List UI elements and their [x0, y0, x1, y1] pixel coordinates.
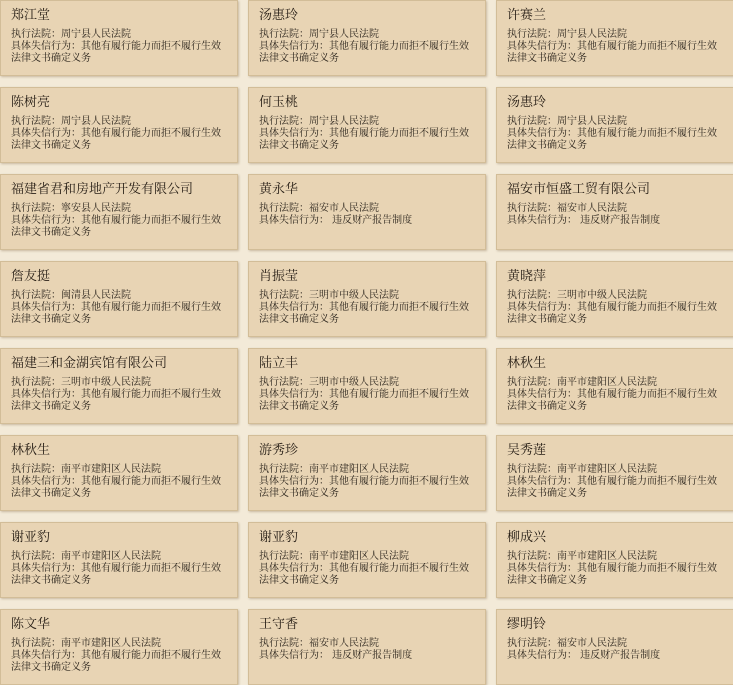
behavior-line [11, 476, 227, 500]
record-card[interactable] [0, 609, 238, 685]
behavior-value: 其他有履行能力而拒不履行生效法律文书确定义务 [11, 41, 221, 64]
behavior-line [507, 128, 723, 152]
court-label: 执行法院： [11, 638, 61, 649]
court-label: 执行法院： [507, 638, 557, 649]
behavior-line [259, 389, 475, 413]
behavior-value: 其他有履行能力而拒不履行生效法律文书确定义务 [11, 302, 221, 325]
behavior-line [259, 41, 475, 65]
court-line [507, 377, 723, 389]
court-label: 执行法院： [11, 116, 61, 127]
court-label: 执行法院： [259, 377, 309, 388]
record-name[interactable]: 谢亚豹 [259, 530, 299, 545]
court-value: 三明市中级人民法院 [309, 290, 399, 301]
record-card[interactable] [248, 609, 486, 685]
court-line [259, 551, 475, 563]
court-label: 执行法院： [259, 290, 309, 301]
behavior-value: 其他有履行能力而拒不履行生效法律文书确定义务 [507, 563, 717, 586]
behavior-line [507, 476, 723, 500]
behavior-line [507, 563, 723, 587]
record-name[interactable]: 福安市恒盛工贸有限公司 [507, 182, 651, 197]
behavior-value: 其他有履行能力而拒不履行生效法律文书确定义务 [11, 650, 221, 673]
behavior-value: 其他有履行能力而拒不履行生效法律文书确定义务 [11, 128, 221, 151]
court-line [259, 290, 475, 302]
behavior-label: 具体失信行为： [259, 650, 329, 661]
record-card[interactable] [0, 435, 238, 511]
record-card[interactable] [496, 348, 733, 424]
behavior-label: 具体失信行为： [259, 389, 329, 400]
record-card[interactable] [0, 0, 238, 76]
court-value: 南平市建阳区人民法院 [557, 464, 657, 475]
court-label: 执行法院： [507, 377, 557, 388]
court-label: 执行法院： [507, 116, 557, 127]
record-card[interactable] [496, 87, 733, 163]
record-name[interactable]: 汤惠玲 [259, 8, 299, 23]
behavior-label: 具体失信行为： [11, 650, 81, 661]
record-card[interactable] [248, 261, 486, 337]
record-card[interactable] [248, 522, 486, 598]
record-card[interactable] [496, 609, 733, 685]
record-name[interactable]: 何玉桃 [259, 95, 299, 110]
court-value: 闽清县人民法院 [61, 290, 131, 301]
court-line [507, 203, 723, 215]
court-label: 执行法院： [11, 464, 61, 475]
record-name[interactable]: 陈树亮 [11, 95, 51, 110]
court-value: 三明市中级人民法院 [61, 377, 151, 388]
record-card[interactable] [0, 348, 238, 424]
record-name[interactable]: 黄晓萍 [507, 269, 547, 284]
behavior-label: 具体失信行为： [507, 650, 577, 661]
behavior-label: 具体失信行为： [11, 41, 81, 52]
behavior-label: 具体失信行为： [259, 302, 329, 313]
record-card[interactable] [496, 435, 733, 511]
record-name[interactable]: 陆立丰 [259, 356, 299, 371]
court-label: 执行法院： [507, 290, 557, 301]
behavior-label: 具体失信行为： [259, 476, 329, 487]
court-line [507, 29, 723, 41]
record-name[interactable]: 王守香 [259, 617, 299, 632]
court-label: 执行法院： [507, 464, 557, 475]
behavior-value: 违反财产报告制度 [329, 215, 413, 226]
record-card[interactable] [0, 87, 238, 163]
behavior-label: 具体失信行为： [259, 215, 329, 226]
court-line [259, 116, 475, 128]
behavior-line [11, 41, 227, 65]
court-value: 周宁县人民法院 [557, 116, 627, 127]
behavior-value: 其他有履行能力而拒不履行生效法律文书确定义务 [507, 41, 717, 64]
court-label: 执行法院： [11, 203, 61, 214]
behavior-value: 其他有履行能力而拒不履行生效法律文书确定义务 [259, 41, 469, 64]
behavior-value: 其他有履行能力而拒不履行生效法律文书确定义务 [259, 563, 469, 586]
court-value: 三明市中级人民法院 [309, 377, 399, 388]
court-line [11, 638, 227, 650]
court-value: 福安市人民法院 [309, 203, 379, 214]
behavior-line [507, 41, 723, 65]
behavior-line [11, 650, 227, 674]
behavior-line [507, 650, 723, 662]
court-line [507, 116, 723, 128]
record-name[interactable]: 詹友挺 [11, 269, 51, 284]
behavior-line [259, 128, 475, 152]
court-value: 福安市人民法院 [557, 203, 627, 214]
record-card[interactable] [248, 435, 486, 511]
court-label: 执行法院： [259, 551, 309, 562]
behavior-label: 具体失信行为： [507, 41, 577, 52]
court-line [11, 29, 227, 41]
court-line [11, 551, 227, 563]
court-label: 执行法院： [11, 377, 61, 388]
record-card[interactable] [248, 174, 486, 250]
court-value: 福安市人民法院 [557, 638, 627, 649]
behavior-label: 具体失信行为： [11, 215, 81, 226]
behavior-value: 违反财产报告制度 [577, 650, 661, 661]
court-line [11, 377, 227, 389]
court-line [11, 290, 227, 302]
behavior-line [259, 476, 475, 500]
record-card[interactable] [0, 174, 238, 250]
court-label: 执行法院： [507, 203, 557, 214]
court-label: 执行法院： [507, 551, 557, 562]
behavior-label: 具体失信行为： [507, 563, 577, 574]
record-card[interactable] [496, 261, 733, 337]
record-name[interactable]: 柳成兴 [507, 530, 547, 545]
court-value: 南平市建阳区人民法院 [61, 638, 161, 649]
behavior-value: 其他有履行能力而拒不履行生效法律文书确定义务 [507, 389, 717, 412]
behavior-line [11, 128, 227, 152]
court-line [259, 203, 475, 215]
court-value: 寧安县人民法院 [61, 203, 131, 214]
court-line [507, 638, 723, 650]
behavior-label: 具体失信行为： [259, 41, 329, 52]
behavior-value: 违反财产报告制度 [577, 215, 661, 226]
record-card[interactable] [0, 522, 238, 598]
court-line [259, 29, 475, 41]
court-label: 执行法院： [507, 29, 557, 40]
record-name[interactable]: 许赛兰 [507, 8, 547, 23]
record-name[interactable]: 林秋生 [11, 443, 51, 458]
court-value: 南平市建阳区人民法院 [61, 464, 161, 475]
court-label: 执行法院： [259, 29, 309, 40]
court-value: 南平市建阳区人民法院 [309, 551, 409, 562]
behavior-label: 具体失信行为： [11, 128, 81, 139]
behavior-label: 具体失信行为： [507, 389, 577, 400]
behavior-value: 其他有履行能力而拒不履行生效法律文书确定义务 [507, 128, 717, 151]
record-card[interactable] [0, 261, 238, 337]
court-value: 周宁县人民法院 [309, 116, 379, 127]
court-line [507, 551, 723, 563]
record-name[interactable]: 谢亚豹 [11, 530, 51, 545]
court-label: 执行法院： [11, 551, 61, 562]
behavior-value: 其他有履行能力而拒不履行生效法律文书确定义务 [11, 389, 221, 412]
record-name[interactable]: 缪明铃 [507, 617, 547, 632]
behavior-value: 其他有履行能力而拒不履行生效法律文书确定义务 [507, 476, 717, 499]
record-name[interactable]: 吴秀莲 [507, 443, 547, 458]
behavior-label: 具体失信行为： [11, 563, 81, 574]
behavior-line [259, 650, 475, 662]
court-label: 执行法院： [259, 638, 309, 649]
record-card[interactable] [248, 348, 486, 424]
court-value: 南平市建阳区人民法院 [557, 377, 657, 388]
record-name[interactable]: 汤惠玲 [507, 95, 547, 110]
court-value: 福安市人民法院 [309, 638, 379, 649]
court-value: 周宁县人民法院 [309, 29, 379, 40]
court-label: 执行法院： [259, 464, 309, 475]
record-card[interactable] [248, 87, 486, 163]
court-value: 南平市建阳区人民法院 [61, 551, 161, 562]
court-label: 执行法院： [259, 116, 309, 127]
behavior-label: 具体失信行为： [259, 128, 329, 139]
behavior-label: 具体失信行为： [507, 302, 577, 313]
court-value: 南平市建阳区人民法院 [309, 464, 409, 475]
record-card[interactable] [496, 174, 733, 250]
record-name[interactable]: 肖振莹 [259, 269, 299, 284]
behavior-line [11, 215, 227, 239]
court-line [11, 464, 227, 476]
behavior-value: 违反财产报告制度 [329, 650, 413, 661]
court-value: 周宁县人民法院 [557, 29, 627, 40]
behavior-line [259, 563, 475, 587]
court-line [507, 290, 723, 302]
court-value: 三明市中级人民法院 [557, 290, 647, 301]
behavior-label: 具体失信行为： [11, 302, 81, 313]
record-name[interactable]: 郑江堂 [11, 8, 51, 23]
record-name[interactable]: 陈文华 [11, 617, 51, 632]
behavior-value: 其他有履行能力而拒不履行生效法律文书确定义务 [259, 302, 469, 325]
court-line [11, 116, 227, 128]
court-value: 周宁县人民法院 [61, 116, 131, 127]
behavior-line [507, 215, 723, 227]
court-value: 周宁县人民法院 [61, 29, 131, 40]
court-line [507, 464, 723, 476]
record-name[interactable]: 福建三和金湖宾馆有限公司 [11, 356, 168, 371]
record-card[interactable] [496, 0, 733, 76]
behavior-label: 具体失信行为： [11, 476, 81, 487]
behavior-label: 具体失信行为： [11, 389, 81, 400]
record-card[interactable] [496, 522, 733, 598]
behavior-line [11, 389, 227, 413]
behavior-value: 其他有履行能力而拒不履行生效法律文书确定义务 [507, 302, 717, 325]
behavior-line [259, 215, 475, 227]
behavior-line [259, 302, 475, 326]
behavior-line [507, 302, 723, 326]
court-value: 南平市建阳区人民法院 [557, 551, 657, 562]
record-name[interactable]: 黄永华 [259, 182, 299, 197]
behavior-label: 具体失信行为： [507, 476, 577, 487]
record-name[interactable]: 游秀珍 [259, 443, 299, 458]
behavior-value: 其他有履行能力而拒不履行生效法律文书确定义务 [11, 215, 221, 238]
behavior-line [507, 389, 723, 413]
court-line [259, 377, 475, 389]
behavior-label: 具体失信行为： [507, 128, 577, 139]
court-label: 执行法院： [11, 29, 61, 40]
court-line [259, 638, 475, 650]
behavior-value: 其他有履行能力而拒不履行生效法律文书确定义务 [11, 476, 221, 499]
record-name[interactable]: 福建省君和房地产开发有限公司 [11, 182, 194, 197]
behavior-value: 其他有履行能力而拒不履行生效法律文书确定义务 [259, 476, 469, 499]
behavior-label: 具体失信行为： [507, 215, 577, 226]
court-label: 执行法院： [11, 290, 61, 301]
court-label: 执行法院： [259, 203, 309, 214]
behavior-line [11, 563, 227, 587]
behavior-label: 具体失信行为： [259, 563, 329, 574]
record-name[interactable]: 林秋生 [507, 356, 547, 371]
behavior-value: 其他有履行能力而拒不履行生效法律文书确定义务 [259, 128, 469, 151]
record-card[interactable] [248, 0, 486, 76]
court-line [11, 203, 227, 215]
behavior-line [11, 302, 227, 326]
behavior-value: 其他有履行能力而拒不履行生效法律文书确定义务 [259, 389, 469, 412]
behavior-value: 其他有履行能力而拒不履行生效法律文书确定义务 [11, 563, 221, 586]
court-line [259, 464, 475, 476]
